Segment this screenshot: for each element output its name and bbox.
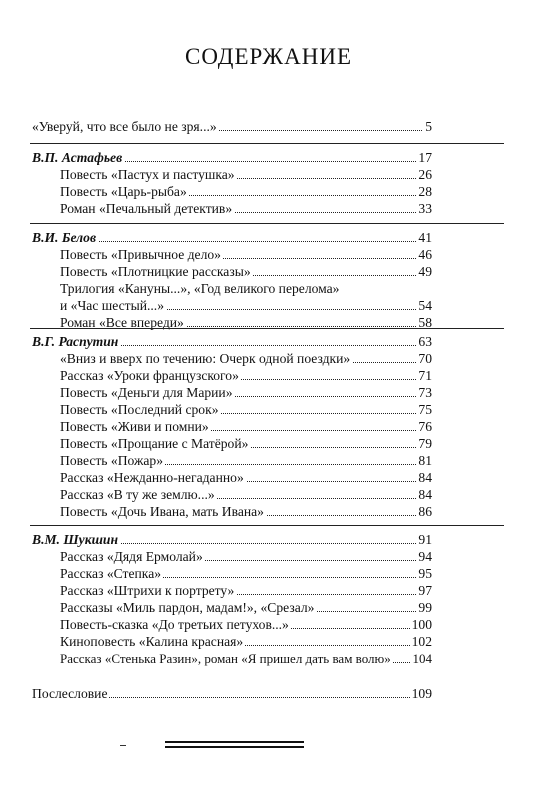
toc-entry: [60, 280, 432, 297]
toc-entry: [60, 650, 432, 667]
toc-entry: [60, 486, 432, 503]
toc-entry: [60, 616, 432, 633]
toc-entry: [60, 452, 432, 469]
entry-page: 41: [418, 230, 432, 245]
entry-page: 17: [418, 150, 432, 165]
toc-entry: [60, 384, 432, 401]
toc-entry: [60, 582, 432, 599]
entry-title: Повесть «Царь-рыба»: [60, 184, 187, 199]
entry-page: 28: [418, 184, 432, 199]
end-rule-bottom: [165, 746, 304, 748]
entry-page: 81: [418, 453, 432, 468]
entry-page: 54: [418, 298, 432, 313]
entry-page: 86: [418, 504, 432, 519]
author-name: В.И. Белов: [32, 230, 97, 245]
toc-entry: [60, 503, 432, 520]
toc-entry: [60, 350, 432, 367]
section-divider: [30, 143, 504, 144]
toc-entry: [60, 599, 432, 616]
entry-title: Рассказ «Степка»: [60, 566, 162, 581]
toc-entry: [60, 633, 432, 650]
entry-page: 84: [418, 487, 432, 502]
print-mark: [120, 745, 126, 746]
end-rule-top: [165, 741, 304, 743]
toc-entry-afterword: [32, 685, 432, 702]
entry-page: 104: [412, 651, 432, 666]
toc-entry: [60, 435, 432, 452]
entry-page: 58: [418, 315, 432, 330]
toc-entry: [60, 367, 432, 384]
entry-title: Киноповесть «Калина красная»: [60, 634, 244, 649]
entry-title: Повесть-сказка «До третьих петухов...»: [60, 617, 289, 632]
entry-page: 84: [418, 470, 432, 485]
entry-page: 63: [418, 334, 432, 349]
entry-title: и «Час шестый...»: [60, 298, 164, 313]
entry-title: Повесть «Привычное дело»: [60, 247, 221, 262]
entry-title: Повесть «Прощание с Матёрой»: [60, 436, 249, 451]
entry-page: 46: [418, 247, 432, 262]
entry-title: «Вниз и вверх по течению: Очерк одной поездки»: [60, 351, 351, 366]
entry-page: 5: [425, 119, 432, 134]
entry-title: Рассказ «Стенька Разин», роман «Я пришел дать вам волю»: [60, 651, 391, 666]
entry-title: Повесть «Пастух и пастушка»: [60, 167, 235, 182]
author-name: В.Г. Распутин: [32, 334, 119, 349]
toc-entry: [60, 401, 432, 418]
toc-author-shukshin: [32, 531, 432, 548]
toc-entry: [60, 565, 432, 582]
entry-page: 102: [411, 634, 432, 649]
toc-entry: [60, 263, 432, 280]
entry-page: 100: [411, 617, 432, 632]
entry-page: 109: [411, 686, 432, 701]
author-name: В.П. Астафьев: [32, 150, 123, 165]
toc-entry: [60, 297, 432, 314]
entry-title: Роман «Все впереди»: [60, 315, 184, 330]
entry-page: 71: [418, 368, 432, 383]
entry-title: «Уверуй, что все было не зря...»: [32, 119, 217, 134]
entry-page: 49: [418, 264, 432, 279]
section-divider: [30, 223, 504, 224]
section-divider: [30, 525, 504, 526]
page-title: СОДЕРЖАНИЕ: [184, 44, 352, 69]
entry-title: Рассказ «В ту же землю...»: [60, 487, 215, 502]
entry-title: Рассказы «Миль пардон, мадам!», «Срезал»: [60, 600, 315, 615]
entry-page: 91: [418, 532, 432, 547]
entry-title: Трилогия «Кануны...», «Год великого перелома»: [60, 281, 340, 296]
entry-page: 94: [418, 549, 432, 564]
entry-title: Повесть «Дочь Ивана, мать Ивана»: [60, 504, 264, 519]
toc-entry: [60, 246, 432, 263]
entry-title: Роман «Печальный детектив»: [60, 201, 233, 216]
entry-title: Рассказ «Нежданно-негаданно»: [60, 470, 244, 485]
entry-title: Рассказ «Дядя Ермолай»: [60, 549, 203, 564]
entry-page: 70: [418, 351, 432, 366]
toc-entry: [60, 469, 432, 486]
toc-entry: [60, 200, 432, 217]
entry-page: 26: [418, 167, 432, 182]
toc-entry: [60, 548, 432, 565]
toc-author-belov: [32, 229, 432, 246]
toc-entry: [60, 166, 432, 183]
entry-title: Повесть «Последний срок»: [60, 402, 219, 417]
entry-page: 99: [418, 600, 432, 615]
entry-title: Рассказ «Штрихи к портрету»: [60, 583, 235, 598]
entry-page: 33: [418, 201, 432, 216]
author-name: В.М. Шукшин: [32, 532, 119, 547]
entry-page: 79: [418, 436, 432, 451]
entry-title: Повесть «Живи и помни»: [60, 419, 209, 434]
toc-author-rasputin: [32, 333, 432, 350]
entry-page: 75: [418, 402, 432, 417]
toc-author-astafiev: [32, 149, 432, 166]
section-divider: [30, 328, 504, 329]
entry-page: 76: [418, 419, 432, 434]
toc-entry: [60, 183, 432, 200]
toc-entry-intro: [32, 118, 432, 135]
entry-page: 97: [418, 583, 432, 598]
entry-page: 73: [418, 385, 432, 400]
entry-title: Рассказ «Уроки французского»: [60, 368, 239, 383]
entry-title: Послесловие: [32, 686, 108, 701]
entry-title: Повесть «Пожар»: [60, 453, 163, 468]
entry-title: Повесть «Деньги для Марии»: [60, 385, 233, 400]
entry-title: Повесть «Плотницкие рассказы»: [60, 264, 251, 279]
entry-page: 95: [418, 566, 432, 581]
toc-entry: [60, 418, 432, 435]
